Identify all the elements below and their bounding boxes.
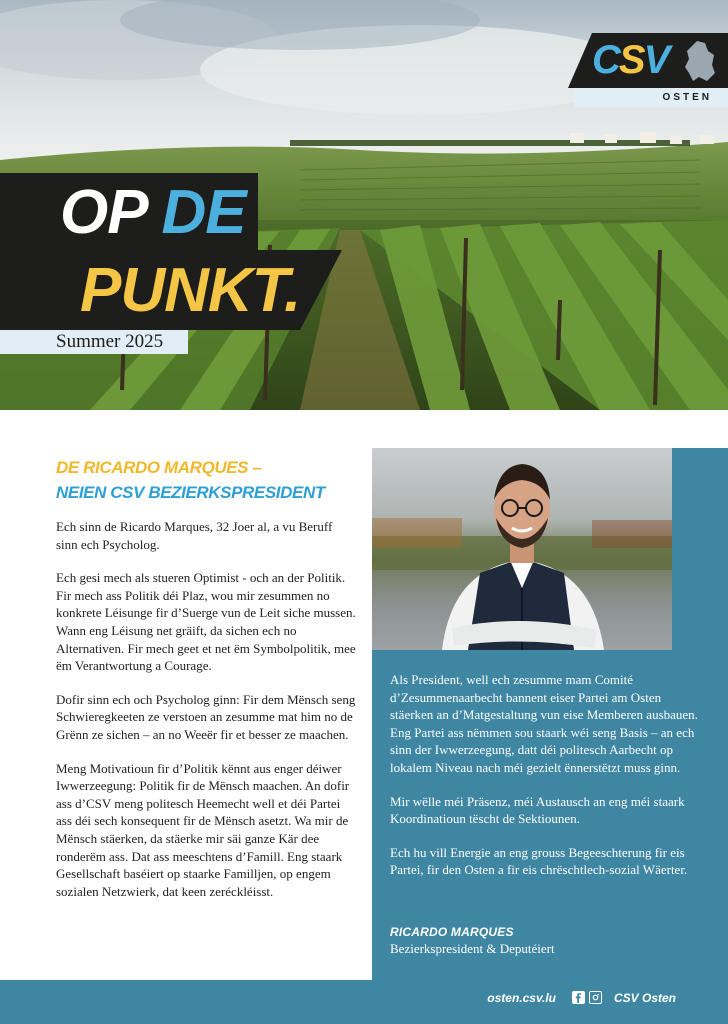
article-headline: [56, 455, 356, 505]
social-handle[interactable]: CSV Osten: [614, 991, 677, 1005]
paragraph: Ech hu vill Energie an eng grouss Begeeschterung fir eis Partei, fir den Osten a fir eis chrëschtlech-sozial Wäerter.: [390, 844, 688, 878]
footer-bar: [0, 980, 728, 1024]
article-body-left: [56, 518, 356, 916]
logo-subtitle: OSTEN: [662, 92, 712, 103]
cover-title-line1: [60, 177, 246, 249]
paragraph: Mir wëlle méi Präsenz, méi Austausch an eng méi staark Koordinatioun tëscht de Sektiounen.: [390, 793, 685, 827]
portrait-photo: [372, 448, 672, 650]
article-body-right: [390, 671, 700, 895]
logo-letter-v: V: [643, 38, 669, 82]
csv-osten-logo: [568, 33, 728, 107]
edition-label: Summer 2025: [0, 330, 188, 354]
paragraph: Dofir sinn ech och Psycholog ginn: Fir dem Mënsch seng Schwieregkeeten ze verstoen an zesumme mat him no de Grënn ze sichen – an no Weeër fir et besser ze maachen.: [56, 691, 356, 742]
logo-letter-s: S: [618, 38, 644, 82]
signature-role: Bezierkspresident & Deputéiert: [390, 941, 555, 956]
luxembourg-map-icon: [683, 39, 717, 83]
signature-name: RICARDO MARQUES: [390, 925, 514, 939]
instagram-icon[interactable]: [589, 991, 602, 1004]
paragraph: Ech gesi mech als stueren Optimist - och an der Politik. Fir mech ass Politik déi Plaz, wou mir zesummen no konkrete Léisunge fir d’Suerge vun de Leit siche mussen. Wann eng Léisung net gräift, da sichen ech no Alternativen. Fir mech geet et net ëm Symbolpolitik, mee ëm Verantwortung a Courage.: [56, 570, 356, 674]
cover-hero: [0, 0, 728, 410]
logo-wordmark: [592, 37, 668, 83]
cover-title-line2: PUNKT.: [80, 256, 301, 325]
paragraph: Meng Motivatioun fir d’Politik kënnt aus enger déiwer Iwwerzeegung: Politik fir de Mënsch maachen. An dofir ass d’CSV meng politesch Heemecht well et déi Partei ass déi sech konsequent fir de Mënsch asetzt. Wa mir de Mënsch stäerken, da stäerke mir säi ganze Kär dee ronderëm ass. Dat ass meeschtens d’Famill. Eng staark Gesellschaft baséiert op staarke Familljen, op engem sozialen Netzwierk, dat keen zeréckléisst.: [56, 760, 350, 899]
cover-title-word-de: DE: [161, 178, 246, 247]
facebook-icon[interactable]: [572, 991, 585, 1004]
website-link[interactable]: osten.csv.lu: [487, 991, 556, 1005]
logo-subtitle-strip: [574, 88, 728, 107]
portrait-illustration: [372, 448, 672, 650]
logo-letter-c: C: [592, 38, 619, 82]
headline-line1: DE RICARDO MARQUES –: [56, 458, 262, 477]
paragraph: Als President, well ech zesumme mam Comité d’Zesummenaarbecht bannent eiser Partei am Osten stäerken an d’Matgestaltung vun eise Memberen ausbauen. Eng Partei ass nëmmen sou staark wéi seng Basis – an ech sinn der Iwwerzeegung, datt déi politesch Aarbecht op lokalem Niveau nach méi gezielt ënnerstëtzt muss ginn.: [390, 672, 698, 775]
headline-line2: NEIEN CSV BEZIERKSPRESIDENT: [56, 483, 325, 502]
cover-title-word-op: OP: [60, 178, 146, 247]
paragraph: Ech sinn de Ricardo Marques, 32 Joer al, a vu Beruff sinn ech Psycholog.: [56, 519, 333, 552]
